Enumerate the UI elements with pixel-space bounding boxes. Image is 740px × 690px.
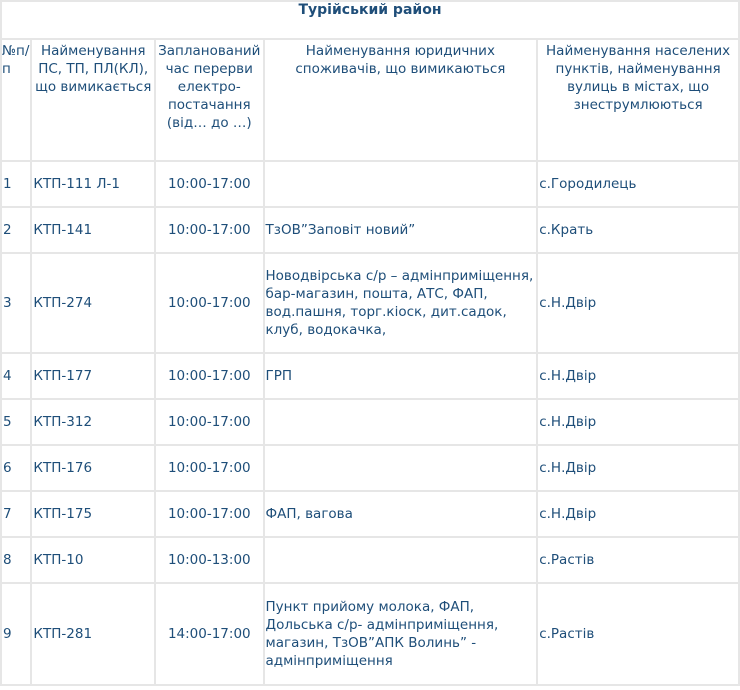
row-station: КТП-274	[31, 253, 155, 353]
row-time: 14:00-17:00	[155, 583, 263, 685]
row-station: КТП-141	[31, 207, 155, 253]
row-station: КТП-312	[31, 399, 155, 445]
row-settlement: с.Городилець	[537, 161, 739, 207]
row-station: КТП-175	[31, 491, 155, 537]
header-time: Запланований час перерви електро-постачання (від… до …)	[155, 39, 263, 161]
row-num: 9	[1, 583, 31, 685]
row-consumers	[264, 537, 538, 583]
row-settlement: с.Н.Двір	[537, 253, 739, 353]
row-consumers	[264, 399, 538, 445]
row-settlement: с.Крать	[537, 207, 739, 253]
row-num: 8	[1, 537, 31, 583]
header-settlements: Найменування населених пунктів, найменування вулиць в містах, що знеструмлюються	[537, 39, 739, 161]
row-time: 10:00-17:00	[155, 445, 263, 491]
row-settlement: с.Н.Двір	[537, 399, 739, 445]
header-station: Найменування ПС, ТП, ПЛ(КЛ), що вимикається	[31, 39, 155, 161]
row-settlement: с.Растів	[537, 583, 739, 685]
row-station: КТП-176	[31, 445, 155, 491]
header-consumers: Найменування юридичних споживачів, що вимикаються	[264, 39, 538, 161]
row-time: 10:00-17:00	[155, 491, 263, 537]
table-row	[1, 207, 739, 253]
table-row	[1, 399, 739, 445]
row-settlement: с.Растів	[537, 537, 739, 583]
row-station: КТП-10	[31, 537, 155, 583]
table-row	[1, 353, 739, 399]
row-consumers: ТзОВ”Заповіт новий”	[264, 207, 538, 253]
row-consumers: ГРП	[264, 353, 538, 399]
row-settlement: с.Н.Двір	[537, 445, 739, 491]
row-consumers: Новодвірська с/р – адмінприміщення, бар-магазин, пошта, АТС, ФАП, вод.пашня, торг.кіоск, дит.садок, клуб, водокачка,	[264, 253, 538, 353]
row-num: 4	[1, 353, 31, 399]
district-title: Турійський район	[1, 1, 739, 39]
header-row	[1, 39, 739, 161]
row-time: 10:00-17:00	[155, 161, 263, 207]
table-row	[1, 537, 739, 583]
row-consumers	[264, 445, 538, 491]
row-station: КТП-281	[31, 583, 155, 685]
row-num: 5	[1, 399, 31, 445]
row-consumers: Пункт прийому молока, ФАП, Дольська с/р- адмінприміщення, магазин, ТзОВ”АПК Волинь” - адмінприміщення	[264, 583, 538, 685]
table-row	[1, 445, 739, 491]
row-station: КТП-111 Л-1	[31, 161, 155, 207]
row-station: КТП-177	[31, 353, 155, 399]
row-num: 2	[1, 207, 31, 253]
table-row	[1, 253, 739, 353]
row-num: 3	[1, 253, 31, 353]
row-time: 10:00-17:00	[155, 353, 263, 399]
row-settlement: с.Н.Двір	[537, 491, 739, 537]
title-row	[1, 1, 739, 39]
row-num: 7	[1, 491, 31, 537]
row-consumers: ФАП, вагова	[264, 491, 538, 537]
table-row	[1, 583, 739, 685]
row-time: 10:00-17:00	[155, 207, 263, 253]
table-row	[1, 491, 739, 537]
row-time: 10:00-17:00	[155, 399, 263, 445]
row-num: 6	[1, 445, 31, 491]
row-consumers	[264, 161, 538, 207]
row-settlement: с.Н.Двір	[537, 353, 739, 399]
row-time: 10:00-13:00	[155, 537, 263, 583]
row-num: 1	[1, 161, 31, 207]
header-num: №п/п	[1, 39, 31, 161]
table-row	[1, 161, 739, 207]
row-time: 10:00-17:00	[155, 253, 263, 353]
